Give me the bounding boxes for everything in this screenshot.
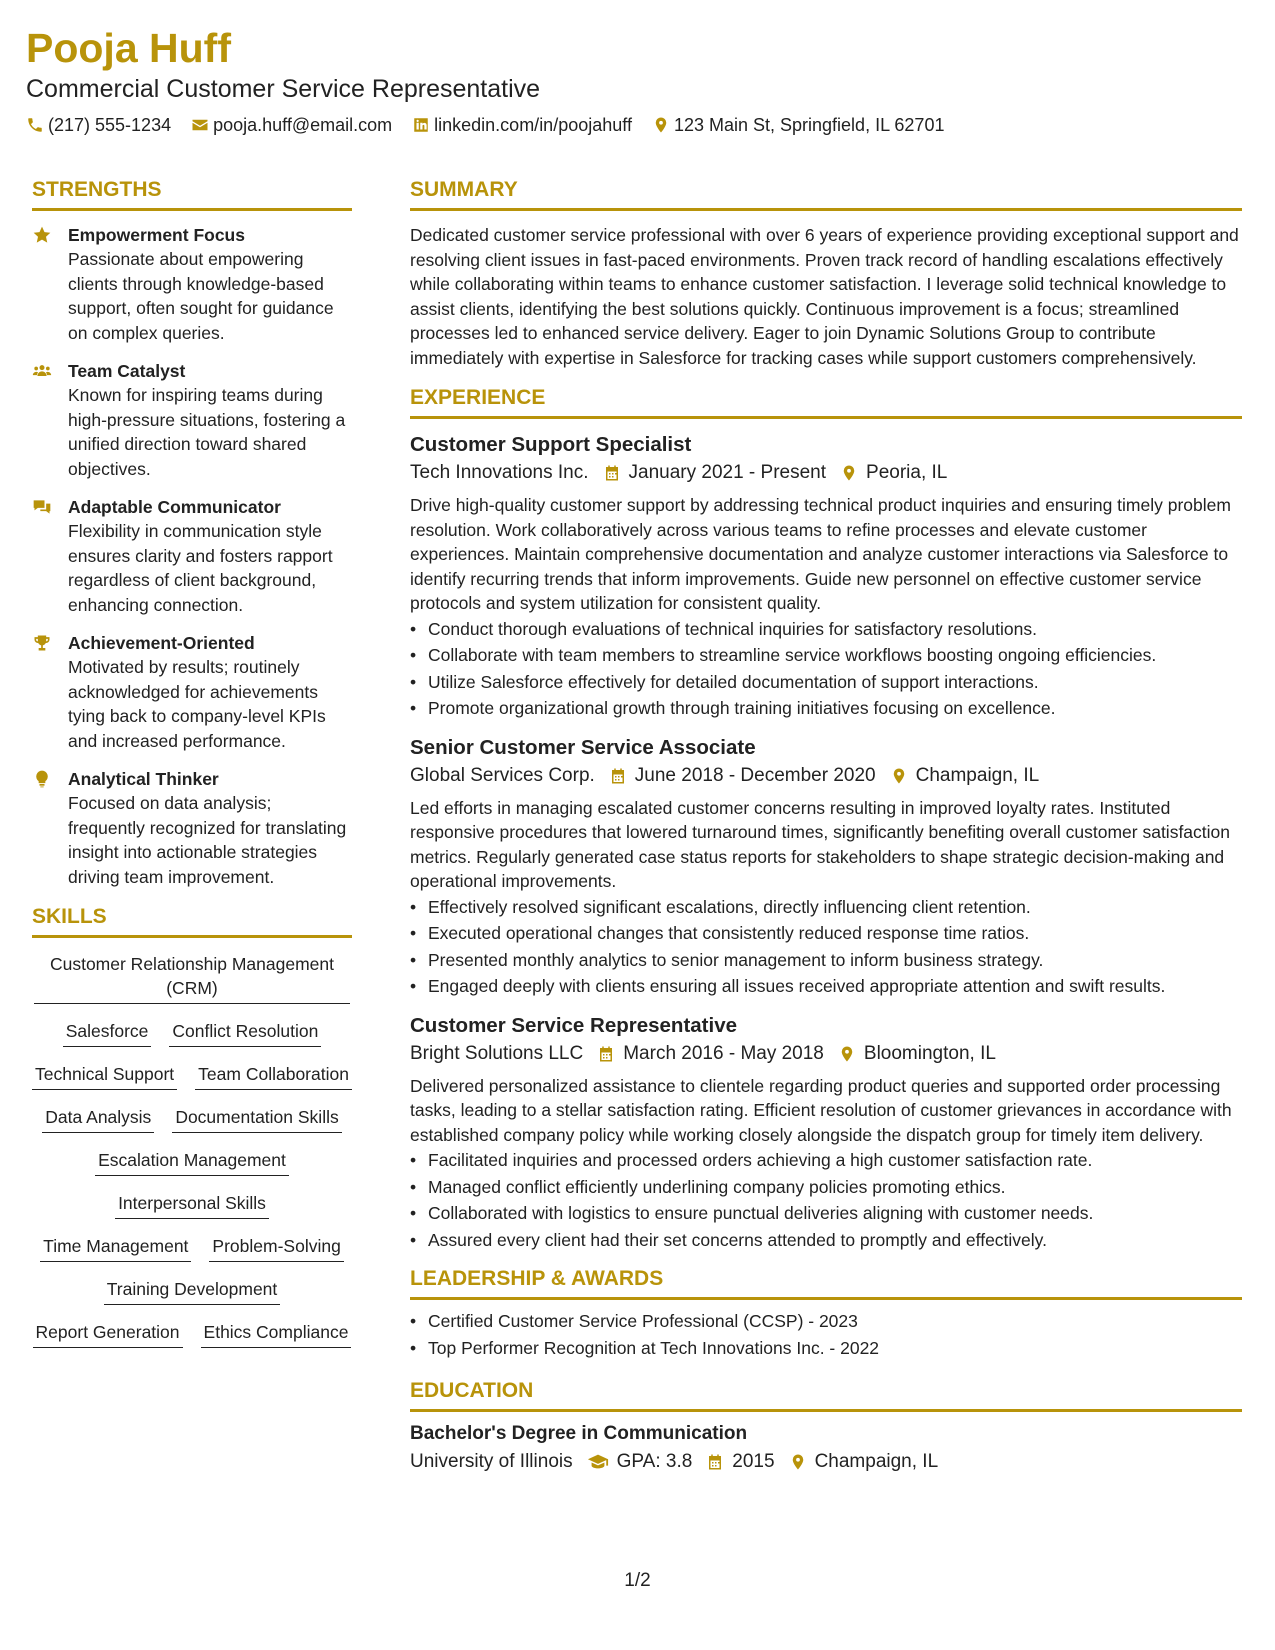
education-meta: [410, 1448, 1242, 1476]
education-heading: EDUCATION: [410, 1377, 1242, 1412]
strength-item: [32, 223, 352, 345]
job-entry: [410, 431, 1242, 722]
awards-heading: LEADERSHIP & AWARDS: [410, 1265, 1242, 1300]
job-company: Bright Solutions LLC: [410, 1042, 584, 1064]
contact-email-text: pooja.huff@email.com: [213, 115, 393, 135]
job-company: Tech Innovations Inc.: [410, 462, 589, 483]
experience-section: [410, 384, 1242, 1253]
strengths-heading: STRENGTHS: [32, 176, 352, 211]
skill-tag: Time Management: [40, 1234, 191, 1262]
skill-tag: Ethics Compliance: [201, 1320, 352, 1348]
job-entry: [410, 734, 1242, 1000]
resume-header: [26, 22, 1246, 137]
job-location: Bloomington, IL: [863, 1042, 996, 1064]
job-bullet: • Presented monthly analytics to senior management to inform business strategy.: [428, 947, 1242, 974]
graduation-year: 2015: [732, 1451, 775, 1472]
skill-tag: Data Analysis: [42, 1105, 154, 1133]
calendar-icon: [603, 464, 621, 482]
job-dates: June 2018 - December 2020: [634, 764, 876, 786]
skill-tag: Team Collaboration: [195, 1062, 352, 1090]
job-title: Customer Service Representative: [410, 1013, 738, 1037]
job-location: Peoria, IL: [866, 462, 948, 483]
job-bullet: • Utilize Salesforce effectively for detailed documentation of support interactions.: [428, 669, 1242, 696]
contact-linkedin[interactable]: [412, 113, 632, 137]
skill-tag: Report Generation: [33, 1320, 183, 1348]
envelope-icon: [191, 116, 209, 134]
degree-title: Bachelor's Degree in Communication: [410, 1423, 748, 1444]
skill-tag: Salesforce: [63, 1019, 152, 1047]
strength-item: [32, 359, 352, 481]
job-bullets: [410, 1147, 1242, 1253]
skill-tag: Escalation Management: [95, 1148, 289, 1176]
job-bullet: • Collaborate with team members to streamline service workflows boosting ongoing efficiencies.: [428, 642, 1242, 669]
strength-title: Analytical Thinker: [68, 769, 219, 789]
job-meta: [410, 459, 1242, 487]
page-number: 1/2: [624, 1570, 651, 1591]
job-location: Champaign, IL: [915, 764, 1040, 786]
job-meta: [410, 1040, 1242, 1068]
education-location: Champaign, IL: [814, 1451, 939, 1472]
strength-description: Known for inspiring teams during high-pressure situations, fostering a unified direction toward shared objectives.: [68, 385, 346, 479]
skill-tag: Training Development: [104, 1277, 281, 1305]
contact-address: [652, 113, 945, 137]
strengths-section: [32, 176, 352, 889]
map-pin-icon: [840, 464, 858, 482]
strength-item: [32, 767, 352, 889]
map-pin-icon: [890, 767, 908, 785]
strength-description: Flexibility in communication style ensures clarity and fosters rapport regardless of client background, enhancing connection.: [68, 521, 333, 615]
map-pin-icon: [838, 1045, 856, 1063]
job-meta: [410, 762, 1242, 790]
skills-list: [32, 950, 352, 1348]
phone-icon: [26, 116, 44, 134]
education-section: [410, 1377, 1242, 1476]
job-bullet: • Managed conflict efficiently underlining company policies promoting ethics.: [428, 1174, 1242, 1201]
candidate-name: Pooja Huff: [26, 25, 231, 71]
summary-section: [410, 176, 1242, 370]
strength-title: Achievement-Oriented: [68, 633, 255, 653]
skill-tag: Interpersonal Skills: [115, 1191, 269, 1219]
job-bullet: • Assured every client had their set concerns attended to promptly and effectively.: [428, 1227, 1242, 1254]
contact-bar: [26, 113, 1246, 137]
calendar-icon: [609, 767, 627, 785]
strength-item: [32, 495, 352, 617]
job-bullet: • Engaged deeply with clients ensuring all issues received appropriate attention and swift results.: [428, 973, 1242, 1000]
graduation-cap-icon: [587, 1451, 609, 1473]
lightbulb-icon: [32, 769, 52, 789]
strength-description: Focused on data analysis; frequently recognized for translating insight into actionable strategies driving team improvement.: [68, 793, 347, 887]
job-entry: [410, 1012, 1242, 1254]
strength-title: Adaptable Communicator: [68, 497, 281, 517]
skill-tag: Conflict Resolution: [169, 1019, 321, 1047]
job-description: Drive high-quality customer support by addressing technical product inquiries and ensuring timely problem resolution. Work collaboratively across various teams to refine processes and elevate customer experiences. Maintain comprehensive documentation and analyze customer interactions via Salesforce to identify recurring trends that inform improvements. Guide new personnel on effective customer service protocols and system utilization for consistent quality.: [410, 495, 1231, 613]
job-bullet: • Collaborated with logistics to ensure punctual deliveries aligning with customer needs.: [428, 1200, 1242, 1227]
left-column: [32, 176, 352, 1348]
award-item: • Top Performer Recognition at Tech Innovations Inc. - 2022: [428, 1335, 1242, 1362]
contact-phone[interactable]: [26, 113, 171, 137]
right-column: [410, 176, 1242, 1482]
skill-tag: Technical Support: [32, 1062, 177, 1090]
skills-heading: SKILLS: [32, 903, 352, 938]
job-description: Delivered personalized assistance to clientele regarding product queries and supported order processing tasks, leading to a stellar satisfaction rating. Efficient resolution of customer grievances in accordance with established company policy while working closely alongside the dispatch group for timely item delivery.: [410, 1075, 1232, 1145]
job-bullet: • Facilitated inquiries and processed orders achieving a high customer satisfaction rate.: [428, 1147, 1242, 1174]
awards-section: [410, 1265, 1242, 1361]
strength-description: Motivated by results; routinely acknowledged for achievements tying back to company-level KPIs and increased performance.: [68, 657, 326, 751]
comments-icon: [32, 497, 52, 517]
job-bullet: • Conduct thorough evaluations of technical inquiries for satisfactory resolutions.: [428, 616, 1242, 643]
job-bullets: [410, 616, 1242, 722]
job-title: Customer Support Specialist: [410, 433, 692, 456]
summary-heading: SUMMARY: [410, 176, 1242, 211]
linkedin-icon: [412, 116, 430, 134]
skill-tag: Problem-Solving: [209, 1234, 343, 1262]
strength-description: Passionate about empowering clients through knowledge-based support, often sought for guidance on complex queries.: [68, 249, 334, 343]
job-bullet: • Effectively resolved significant escalations, directly influencing client retention.: [428, 894, 1242, 921]
contact-address-text: 123 Main St, Springfield, IL 62701: [673, 115, 945, 135]
job-bullets: [410, 894, 1242, 1000]
job-bullet: • Executed operational changes that consistently reduced response time ratios.: [428, 920, 1242, 947]
contact-phone-text: (217) 555-1234: [48, 115, 172, 135]
strength-item: [32, 631, 352, 753]
star-icon: [32, 225, 52, 245]
skills-section: [32, 903, 352, 1348]
job-company: Global Services Corp.: [410, 764, 595, 786]
candidate-headline: Commercial Customer Service Representative: [26, 75, 541, 103]
awards-list: [410, 1308, 1242, 1361]
map-pin-icon: [652, 116, 670, 134]
job-dates: January 2021 - Present: [628, 462, 827, 483]
award-item: • Certified Customer Service Professional (CCSP) - 2023: [428, 1308, 1242, 1335]
map-pin-icon: [789, 1453, 807, 1471]
job-bullet: • Promote organizational growth through training initiatives focusing on excellence.: [428, 695, 1242, 722]
job-dates: March 2016 - May 2018: [623, 1042, 824, 1064]
skill-tag: Documentation Skills: [172, 1105, 341, 1133]
strength-title: Empowerment Focus: [68, 225, 245, 245]
job-title: Senior Customer Service Associate: [410, 735, 756, 759]
contact-linkedin-text: linkedin.com/in/poojahuff: [434, 115, 632, 135]
contact-email[interactable]: [191, 113, 392, 137]
gpa: GPA: 3.8: [616, 1451, 693, 1472]
job-description: Led efforts in managing escalated customer concerns resulting in improved loyalty rates. Instituted responsive procedures that lowered turnaround times, significantly benefiting overall customer satisfaction metrics. Regularly generated case status reports for stakeholders to shape strategic decision-making and operational improvements.: [410, 797, 1231, 891]
summary-text: Dedicated customer service professional with over 6 years of experience providing exceptional support and resolving client issues in fast-paced environments. Proven track record of handling escalations effectively while collaborating within teams to enhance customer satisfaction. I leverage solid technical knowledge to assist clients, identifying the best solutions quickly. Continuous improvement is a focus; streamlined processes led to enhanced service delivery. Eager to join Dynamic Solutions Group to contribute immediately with expertise in Salesforce for tracking cases while support customers comprehensively.: [410, 225, 1239, 368]
trophy-icon: [32, 633, 52, 653]
users-icon: [32, 361, 52, 381]
calendar-icon: [597, 1045, 615, 1063]
strength-title: Team Catalyst: [68, 361, 186, 381]
experience-heading: EXPERIENCE: [410, 384, 1242, 419]
school-name: University of Illinois: [410, 1451, 573, 1472]
calendar-icon: [706, 1453, 724, 1471]
skill-tag: Customer Relationship Management (CRM): [34, 952, 350, 1004]
